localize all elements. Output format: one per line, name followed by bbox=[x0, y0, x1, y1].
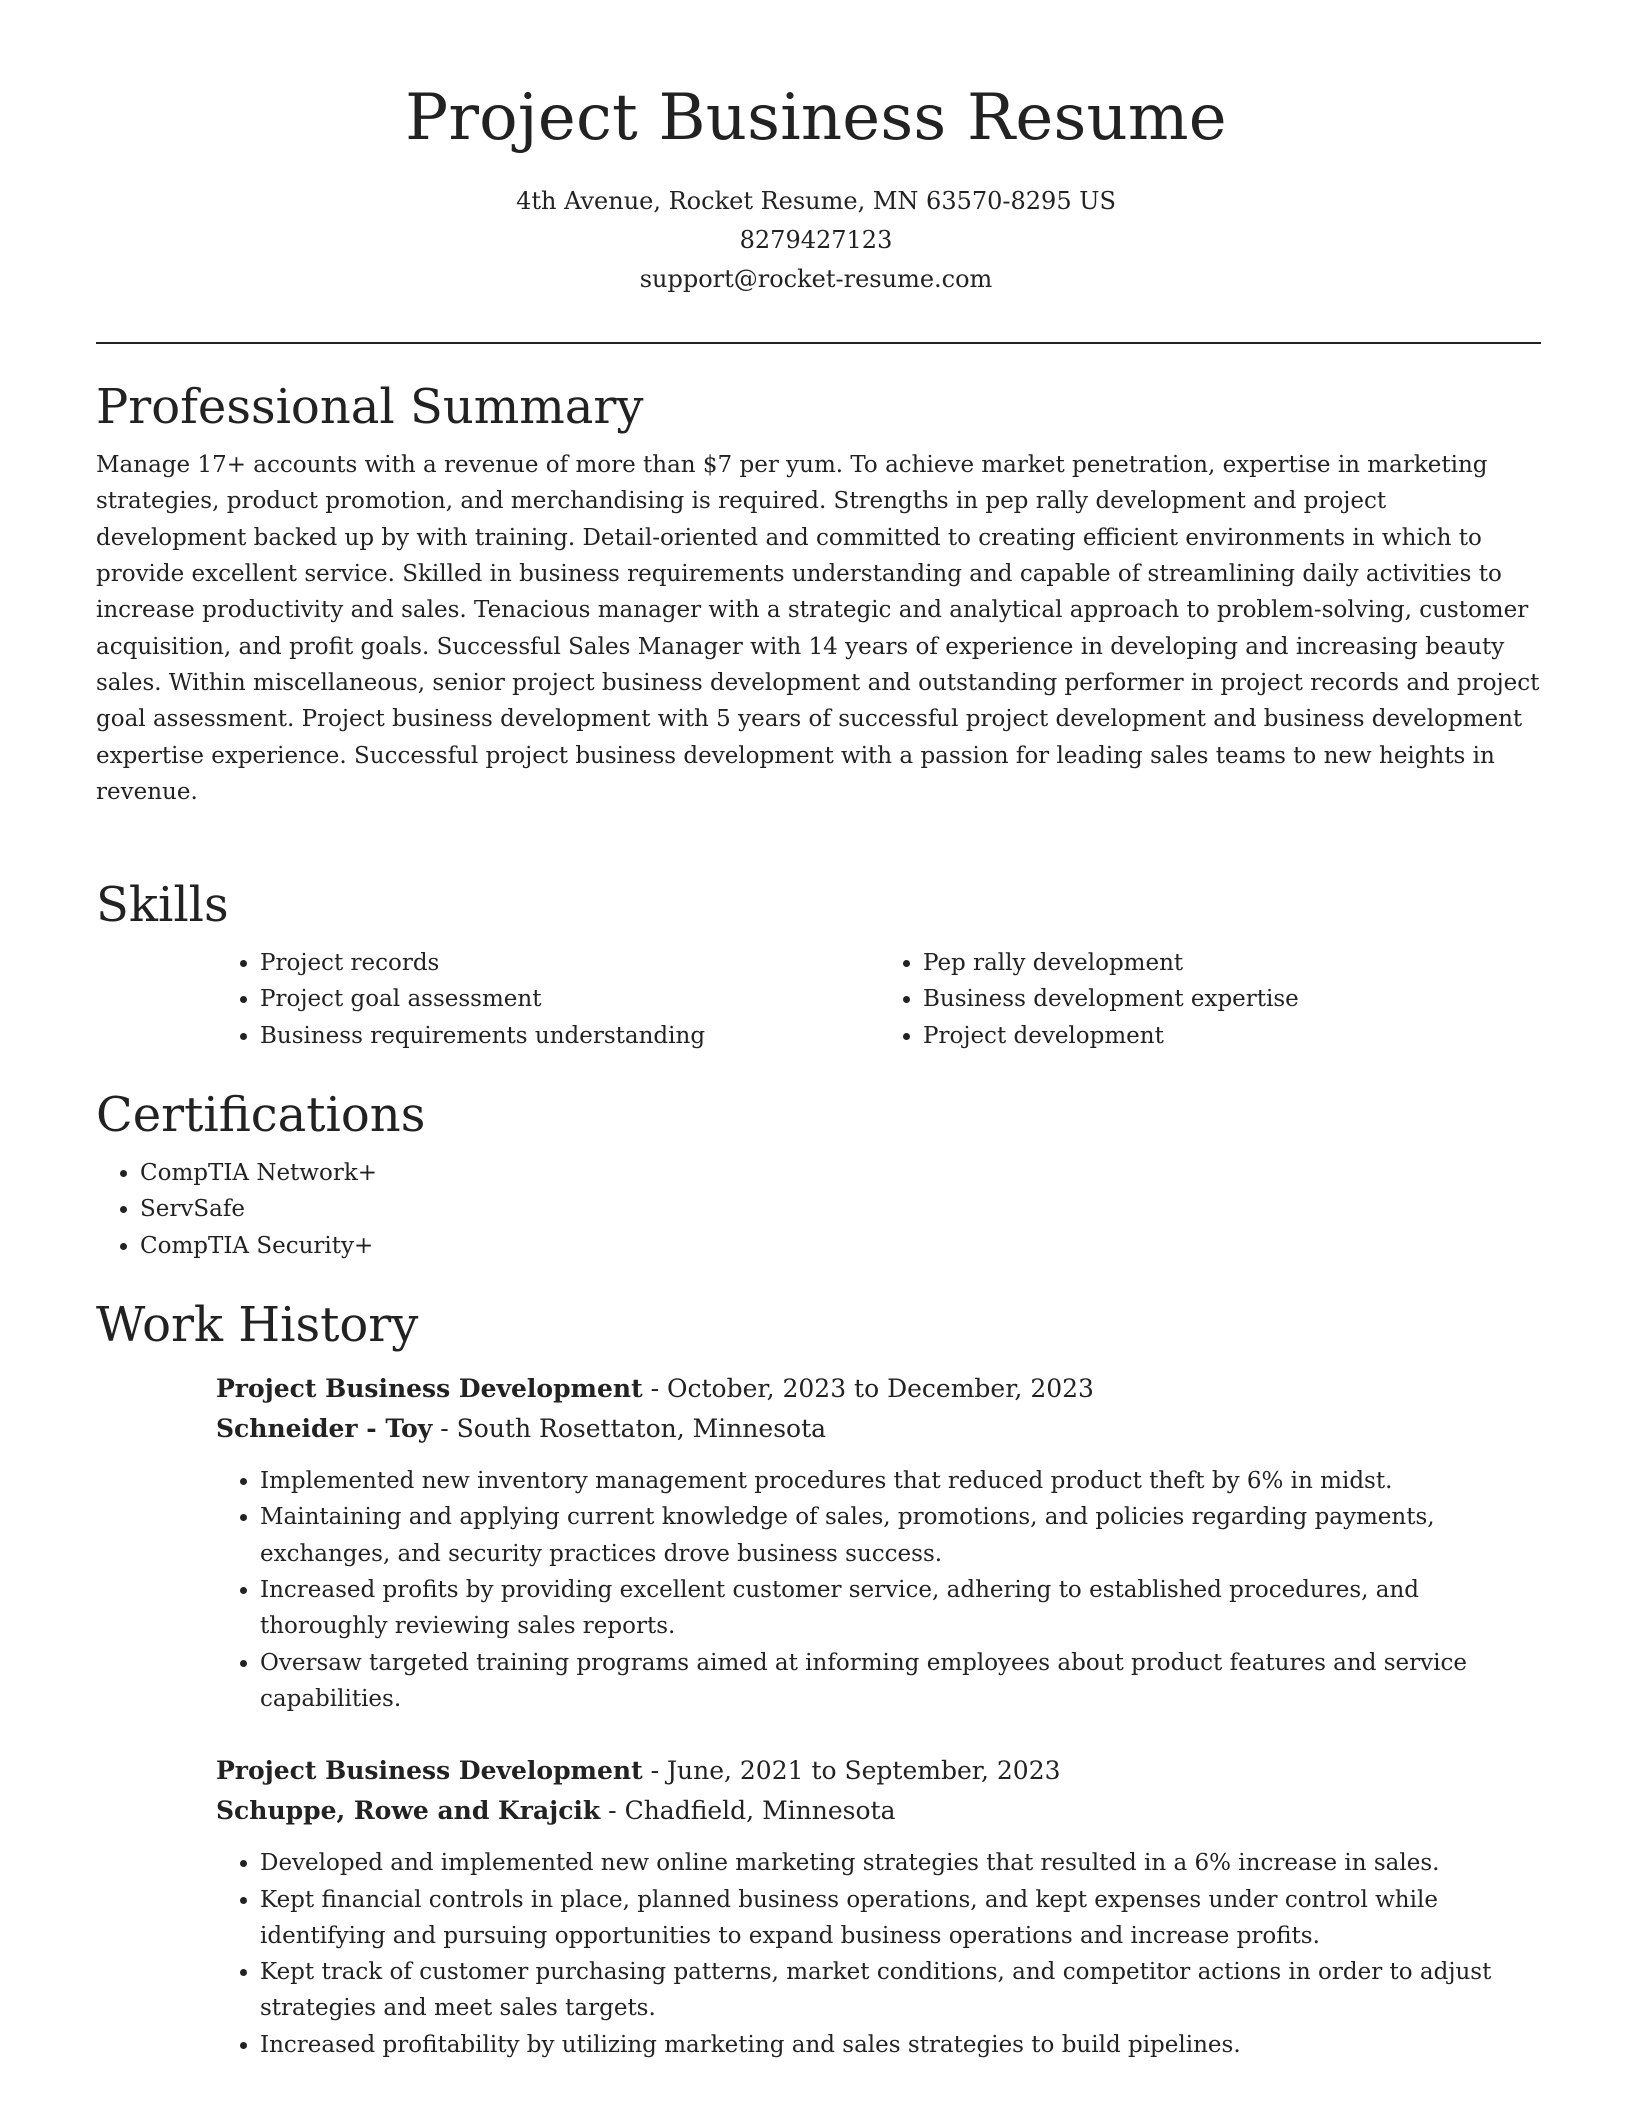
list-item: • Oversaw targeted training programs aimed at informing employees about product features and service capabilities. bbox=[260, 1645, 1542, 1718]
list-item: • Kept track of customer purchasing patterns, market conditions, and competitor actions in order to adjust strategies and meet sales targets. bbox=[260, 1954, 1542, 2027]
job-role: Project Business Development bbox=[216, 1756, 643, 1786]
list-item: • Implemented new inventory management procedures that reduced product theft by 6% in midst. bbox=[260, 1463, 1542, 1499]
job-location: - Chadfield, Minnesota bbox=[600, 1796, 896, 1826]
header-divider bbox=[96, 342, 1541, 344]
work-history-heading: Work History bbox=[96, 1297, 419, 1353]
work-history-section bbox=[96, 1298, 1542, 2063]
list-item: • Increased profits by providing excellent customer service, adhering to established procedures, and thoroughly reviewing sales reports. bbox=[260, 1572, 1542, 1645]
certifications-heading: Certifications bbox=[96, 1087, 426, 1143]
summary-heading: Professional Summary bbox=[96, 379, 644, 435]
job-company: Schuppe, Rowe and Krajcik bbox=[216, 1796, 601, 1826]
job-entry bbox=[216, 1369, 1542, 1717]
skills-section bbox=[96, 878, 1542, 1054]
job-dates: - June, 2021 to September, 2023 bbox=[642, 1756, 1061, 1786]
job-company-line bbox=[216, 1791, 1542, 1831]
resume-name: Project Business Resume bbox=[405, 81, 1227, 155]
list-item: • Maintaining and applying current knowledge of sales, promotions, and policies regarding payments, exchanges, and security practices drove business success. bbox=[260, 1499, 1542, 1572]
job-title-line bbox=[216, 1751, 1542, 1791]
summary-text: Manage 17+ accounts with a revenue of more than $7 per yum. To achieve market penetration, expertise in marketing strategies, product promotion, and merchandising is required. Strengths in pep rally development and project development backed up by with training. Detail-oriented and committed to creating efficient environments in which to provide excellent service. Skilled in business requirements understanding and capable of streamlining daily activities to increase productivity and sales. Tenacious manager with a strategic and analytical approach to problem-solving, customer acquisition, and profit goals. Successful Sales Manager with 14 years of experience in developing and increasing beauty sales. Within miscellaneous, senior project business development and outstanding performer in project records and project goal assessment. Project business development with 5 years of successful project development and business development expertise experience. Successful project business development with a passion for leading sales teams to new heights in revenue. bbox=[96, 452, 1540, 805]
contact-address: 4th Avenue, Rocket Resume, MN 63570-8295 US bbox=[516, 186, 1116, 215]
certifications-section bbox=[96, 1088, 1542, 1264]
job-bullets bbox=[216, 1463, 1542, 1717]
list-item: • Developed and implemented new online marketing strategies that resulted in a 6% increase in sales. bbox=[260, 1845, 1542, 1881]
job-bullets bbox=[216, 1845, 1542, 2063]
list-item: • Kept financial controls in place, planned business operations, and kept expenses under control while identifying and pursuing opportunities to expand business operations and increase profits. bbox=[260, 1882, 1542, 1955]
resume-header bbox=[0, 0, 1632, 299]
list-item: • Project records bbox=[260, 945, 879, 981]
list-item: • Pep rally development bbox=[923, 945, 1542, 981]
list-item: • CompTIA Network+ bbox=[140, 1155, 1542, 1191]
summary-section bbox=[96, 380, 1542, 810]
list-item: • Project goal assessment bbox=[260, 981, 879, 1017]
skills-list-left bbox=[216, 945, 879, 1054]
list-item: • Business development expertise bbox=[923, 981, 1542, 1017]
list-item: • Increased profitability by utilizing marketing and sales strategies to build pipelines. bbox=[260, 2027, 1542, 2063]
list-item: • Business requirements understanding bbox=[260, 1018, 879, 1054]
skills-heading: Skills bbox=[96, 877, 229, 933]
job-dates: - October, 2023 to December, 2023 bbox=[642, 1374, 1094, 1404]
contact-phone: 8279427123 bbox=[739, 225, 893, 254]
certifications-list bbox=[96, 1155, 1542, 1264]
job-location: - South Rosettaton, Minnesota bbox=[432, 1414, 827, 1444]
job-role: Project Business Development bbox=[216, 1374, 643, 1404]
job-company: Schneider - Toy bbox=[216, 1414, 433, 1444]
skills-grid bbox=[216, 945, 1542, 1054]
job-company-line bbox=[216, 1409, 1542, 1449]
job-entry bbox=[216, 1751, 1542, 2063]
list-item: • ServSafe bbox=[140, 1191, 1542, 1227]
list-item: • Project development bbox=[923, 1018, 1542, 1054]
skills-list-right bbox=[879, 945, 1542, 1054]
contact-info bbox=[0, 182, 1632, 299]
list-item: • CompTIA Security+ bbox=[140, 1228, 1542, 1264]
contact-email: support@rocket-resume.com bbox=[639, 264, 993, 293]
job-title-line bbox=[216, 1369, 1542, 1409]
